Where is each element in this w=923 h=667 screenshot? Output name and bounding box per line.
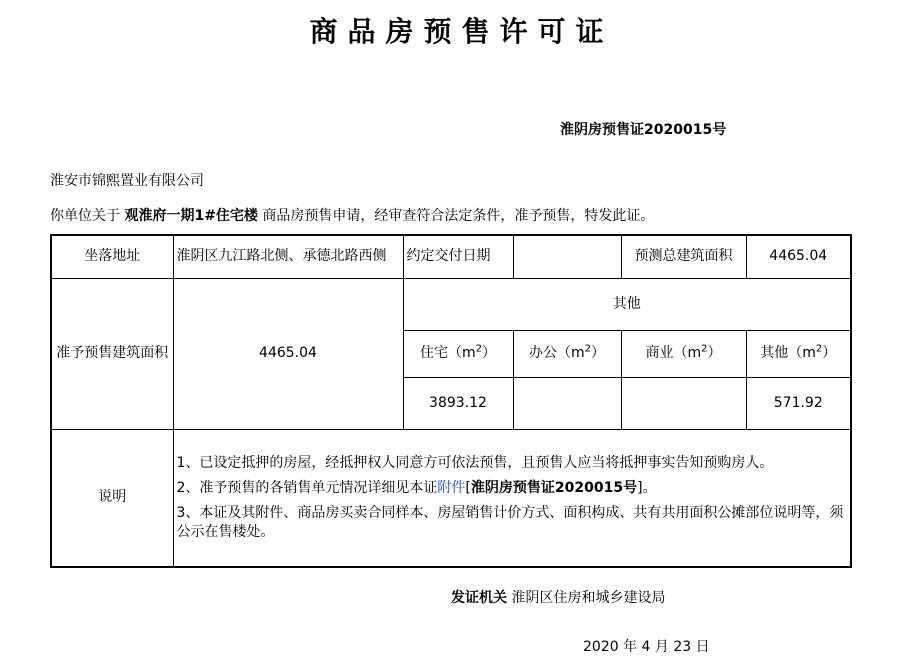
note-item-3: 3、本证及其附件、商品房买卖合同样本、房屋销售计价方式、面积构成、共有共用面积公摊部位说明等，须公示在售楼处。 bbox=[176, 504, 844, 540]
attachment-link[interactable]: 附件 bbox=[437, 479, 466, 496]
other-value: 571.92 bbox=[746, 377, 851, 429]
notes-content bbox=[173, 429, 851, 567]
total-area-value: 4465.04 bbox=[746, 235, 851, 278]
company-name: 淮安市锦熙置业有限公司 bbox=[50, 173, 204, 189]
commercial-header: 商业$(m^2)$ bbox=[621, 330, 746, 377]
note-item-1: 1、已设定抵押的房屋，经抵押权人同意方可依法预售，且预售人应当将抵押事实告知预购房人。 bbox=[176, 454, 774, 471]
certificate-number: 淮阴房预售证2020015号 bbox=[560, 122, 727, 138]
issuer-value: 淮阴区住房和城乡建设局 bbox=[511, 590, 666, 606]
allowed-area-value: 4465.04 bbox=[173, 278, 403, 429]
other-header-col: 其他$(m^2)$ bbox=[746, 330, 851, 377]
project-name: 观淮府一期1#住宅楼 bbox=[124, 208, 258, 224]
residential-value: 3893.12 bbox=[403, 377, 513, 429]
note-cert-number: 淮阴房预售证2020015号 bbox=[470, 479, 638, 496]
residential-header: 住宅$(m^2)$ bbox=[403, 330, 513, 377]
table-row bbox=[51, 429, 851, 567]
issuer bbox=[451, 587, 665, 607]
permit-table bbox=[50, 234, 852, 568]
intro-suffix: 商品房预售申请，经审查符合法定条件，准予预售，特发此证。 bbox=[262, 208, 655, 224]
table-row bbox=[51, 278, 851, 330]
allowed-area-label: 准予预售建筑面积 bbox=[51, 278, 173, 429]
intro-text bbox=[50, 205, 654, 225]
office-header: 办公$(m^2)$ bbox=[513, 330, 621, 377]
issue-date: 2020 年 4 月 23 日 bbox=[583, 639, 710, 655]
issuer-label: 发证机关 bbox=[451, 590, 507, 606]
intro-prefix: 你单位关于 bbox=[50, 208, 120, 224]
commercial-value bbox=[621, 377, 746, 429]
location-label: 坐落地址 bbox=[51, 235, 173, 278]
table-row bbox=[51, 235, 851, 278]
note-item-2: 2、准予预售的各销售单元情况详细见本证附件[淮阴房预售证2020015号]。 bbox=[176, 479, 657, 496]
document-title: 商品房预售许可证 bbox=[309, 15, 614, 48]
delivery-date-value bbox=[513, 235, 621, 278]
location-value: 淮阴区九江路北侧、承德北路西侧 bbox=[173, 235, 403, 278]
total-area-label: 预测总建筑面积 bbox=[621, 235, 746, 278]
office-value bbox=[513, 377, 621, 429]
notes-label: 说明 bbox=[51, 429, 173, 567]
delivery-date-label: 约定交付日期 bbox=[403, 235, 513, 278]
other-header: 其他 bbox=[403, 278, 851, 330]
